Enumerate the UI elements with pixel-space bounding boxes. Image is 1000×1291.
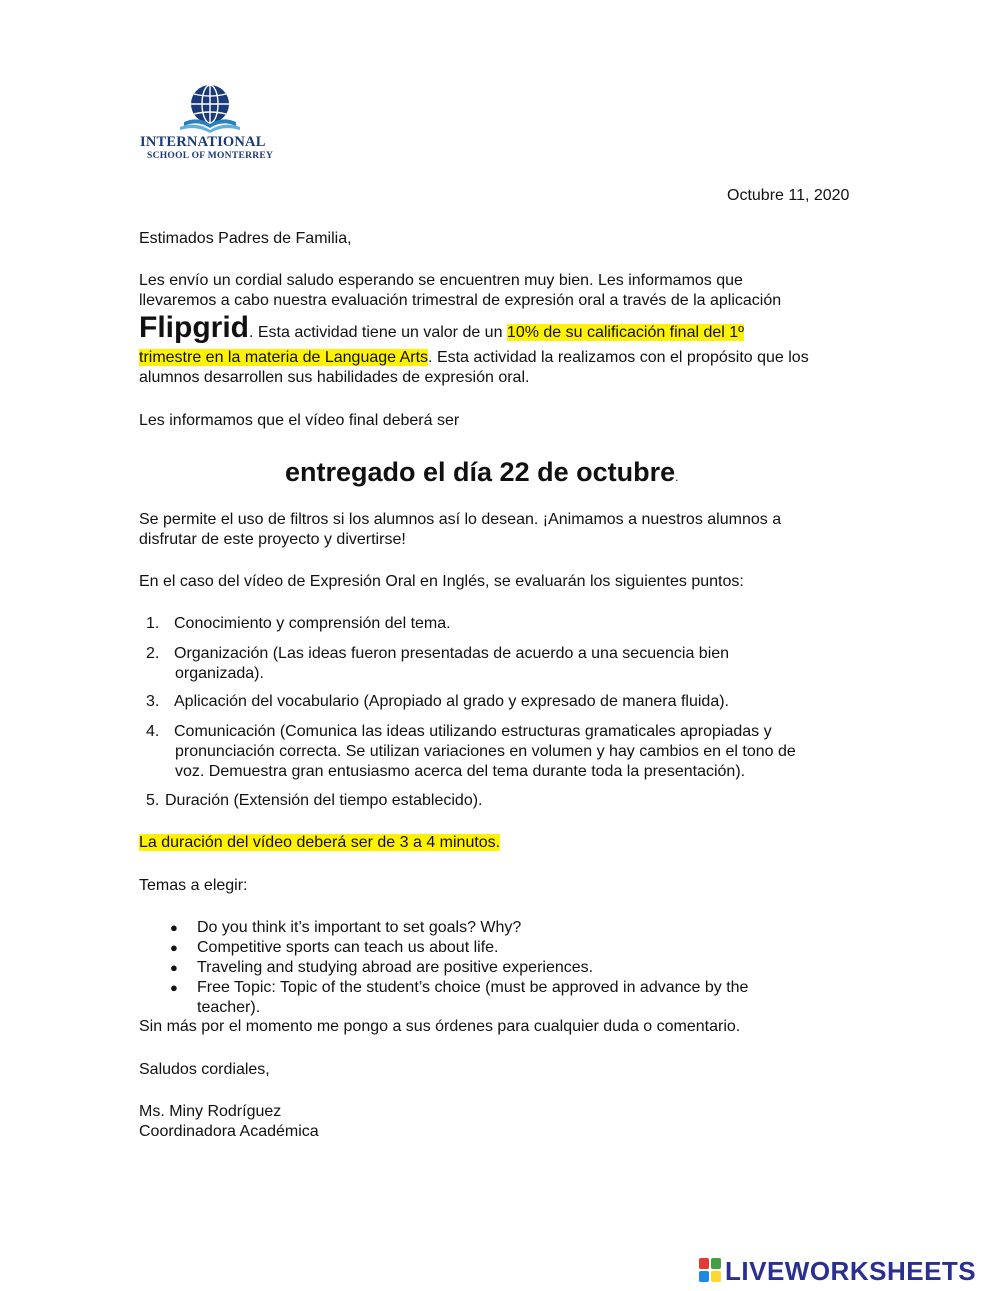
topic-item: Free Topic: Topic of the student’s choice (must be approved in advance by the	[197, 979, 749, 996]
school-logo	[140, 82, 280, 166]
signature-title: Coordinadora Académica	[139, 1123, 319, 1140]
criteria-number: 4.	[146, 723, 160, 740]
signature-name: Ms. Miny Rodríguez	[139, 1103, 282, 1120]
topic-item: Competitive sports can teach us about life.	[197, 939, 499, 956]
criteria-intro: En el caso del vídeo de Expresión Oral en Inglés, se evaluarán los siguientes puntos:	[139, 573, 744, 590]
logo-line2: SCHOOL OF MONTERREY	[147, 151, 274, 161]
liveworksheets-watermark	[699, 1256, 999, 1286]
criteria-item: Conocimiento y comprensión del tema.	[174, 615, 451, 632]
topic-item-cont: teacher).	[197, 999, 261, 1016]
bullet-icon: ●	[170, 940, 178, 955]
intro-line-3	[139, 313, 744, 348]
criteria-item: Organización (Las ideas fueron presentadas de acuerdo a una secuencia bien	[174, 645, 730, 662]
deadline-text: entregado el día 22 de octubre	[285, 457, 676, 487]
deadline-period: .	[675, 470, 679, 484]
topic-item: Do you think it’s important to set goals? Why?	[197, 919, 522, 936]
intro-line-4-text: . Esta actividad la realizamos con el propósito que los	[428, 349, 809, 366]
filters-line-1: Se permite el uso de filtros si los alumnos así lo desean. ¡Animamos a nuestros alumnos a	[139, 511, 782, 528]
globe-book-icon	[140, 82, 280, 134]
criteria-item-cont: voz. Demuestra gran entusiasmo acerca del tema durante toda la presentación).	[175, 763, 746, 780]
intro-line-5: alumnos desarrollen sus habilidades de expresión oral.	[139, 369, 530, 386]
duration-note	[139, 833, 500, 853]
app-name-flipgrid: Flipgrid	[139, 311, 249, 344]
criteria-item-cont: pronunciación correcta. Se utilizan variaciones en volumen y hay cambios en el tono de	[175, 743, 796, 760]
criteria-item: Comunicación (Comunica las ideas utilizando estructuras gramaticales apropiadas y	[174, 723, 772, 740]
criteria-number: 5.	[146, 792, 160, 809]
subject-highlight: trimestre en la materia de Language Arts	[139, 349, 429, 366]
letter-date: Octubre 11, 2020	[727, 187, 850, 204]
intro-line-4	[139, 348, 809, 368]
intro-line-2: llevaremos a cabo nuestra evaluación trimestral de expresión oral a través de la aplicación	[139, 292, 782, 309]
criteria-number: 2.	[146, 645, 160, 662]
intro-line-1: Les envío un cordial saludo esperando se encuentren muy bien. Les informamos que	[139, 272, 743, 289]
bullet-icon: ●	[170, 980, 178, 995]
video-notice: Les informamos que el vídeo final deberá ser	[139, 412, 460, 429]
duration-highlight: La duración del vídeo deberá ser de 3 a 4 minutos.	[139, 834, 501, 851]
closing-line: Sin más por el momento me pongo a sus órdenes para cualquier duda o comentario.	[139, 1018, 741, 1035]
logo-line1: INTERNATIONAL	[140, 134, 266, 150]
criteria-item: Duración (Extensión del tiempo establecido).	[165, 792, 483, 809]
intro-line-3-text: . Esta actividad tiene un valor de un	[248, 324, 507, 341]
regards: Saludos cordiales,	[139, 1061, 270, 1078]
criteria-number: 1.	[146, 615, 160, 632]
deadline-line	[285, 455, 678, 494]
criteria-item: Aplicación del vocabulario (Apropiado al grado y expresado de manera fluida).	[174, 693, 729, 710]
grade-value-highlight: 10% de su calificación final del 1º	[506, 324, 745, 341]
bullet-icon: ●	[170, 920, 178, 935]
criteria-number: 3.	[146, 693, 160, 710]
filters-line-2: disfrutar de este proyecto y divertirse!	[139, 531, 406, 548]
liveworksheets-text: LIVEWORKSHEETS	[725, 1256, 977, 1286]
greeting: Estimados Padres de Familia,	[139, 230, 352, 247]
bullet-icon: ●	[170, 960, 178, 975]
liveworksheets-icon	[699, 1258, 721, 1282]
topics-title: Temas a elegir:	[139, 877, 248, 894]
topic-item: Traveling and studying abroad are positive experiences.	[197, 959, 594, 976]
criteria-item-cont: organizada).	[175, 665, 264, 682]
